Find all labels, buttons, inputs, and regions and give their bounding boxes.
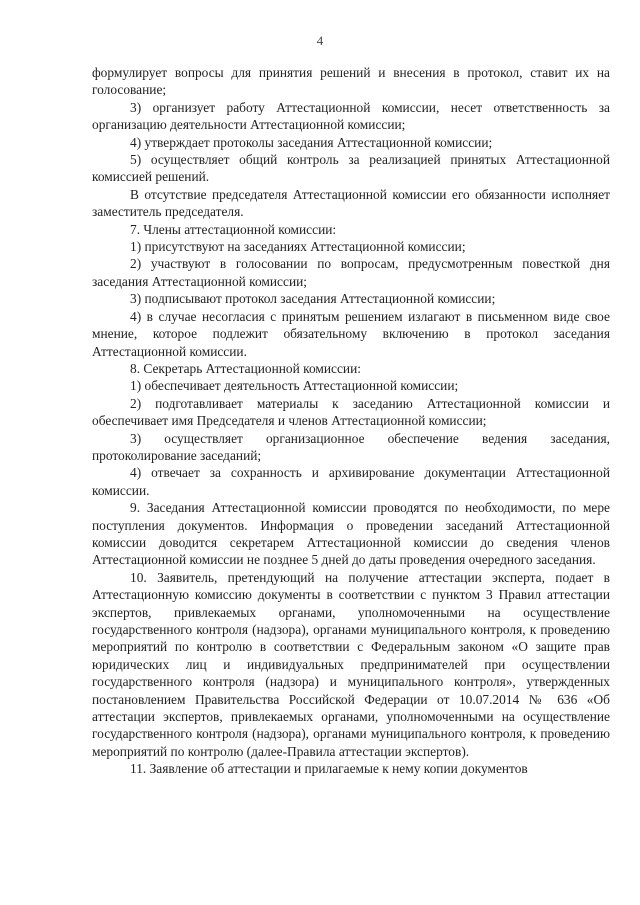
paragraph-application: 11. Заявление об аттестации и прилагаемые к нему копии документов <box>130 761 528 777</box>
paragraph-members-duty-4: 4) в случае несогласия с принятым решением излагают в письменном виде свое мнение, которое подлежит обязательному включению в протокол заседания Аттестационной комиссии. <box>92 308 610 359</box>
document-body <box>92 64 610 778</box>
paragraph-deputy-chair: В отсутствие председателя Аттестационной комиссии его обязанности исполняет заместитель председателя. <box>92 186 610 220</box>
paragraph-secretary-duty-3: 3) осуществляет организационное обеспечение ведения заседания, протоколирование заседаний; <box>92 430 610 463</box>
paragraph-secretary-duty-1: 1) обеспечивает деятельность Аттестационной комиссии; <box>130 378 459 394</box>
paragraph-secretary-duty-2: 2) подготавливает материалы к заседанию Аттестационной комиссии и обеспечивает имя Председателя и членов Аттестационной комиссии; <box>92 395 610 429</box>
page-number: 4 <box>316 33 324 48</box>
paragraph-applicant-documents: 10. Заявитель, претендующий на получение аттестации эксперта, подает в Аттестационную комиссию документы в соответствии с пунктом 3 Правил аттестации экспертов, привлекаемых органами, уполномоченными на осуществление государственного контроля (надзора), органами муниципального контроля, к проведению мероприятий по контролю в соответствии с Федеральным законом «О защите прав юридических лиц и индивидуальных предпринимателей при осуществлении государственного контроля (надзора) и муниципального контроля», утвержденных постановлением Правительства Российской Федерации от 10.07.2014 № 636 «Об аттестации экспертов, привлекаемых органами, уполномоченными на осуществление государственного контроля (надзора), органами муниципального контроля, к проведению мероприятий по контролю (далее-Правила аттестации экспертов). <box>92 569 610 759</box>
paragraph-members-duty-2: 2) участвуют в голосовании по вопросам, предусмотренным повесткой дня заседания Аттестационной комиссии; <box>92 256 610 289</box>
paragraph-secretary-heading: 8. Секретарь Аттестационной комиссии: <box>130 360 361 376</box>
paragraph-meetings: 9. Заседания Аттестационной комиссии проводятся по необходимости, по мере поступления документов. Информация о проведении заседаний Аттестационной комиссии доводится секретарем Аттестационной комиссии до сведения членов Аттестационной комиссии не позднее 5 дней до даты проведения очередного заседания. <box>92 500 610 568</box>
paragraph-chair-duty-5: 5) осуществляет общий контроль за реализацией принятых Аттестационной комиссией решений. <box>92 152 610 185</box>
paragraph-continuation: формулирует вопросы для принятия решений и внесения в протокол, ставит их на голосование; <box>92 65 610 98</box>
paragraph-secretary-duty-4: 4) отвечает за сохранность и архивирование документации Аттестационной комиссии. <box>92 465 610 498</box>
paragraph-members-duty-3: 3) подписывают протокол заседания Аттестационной комиссии; <box>130 291 496 307</box>
paragraph-chair-duty-3: 3) организует работу Аттестационной комиссии, несет ответственность за организацию деятельности Аттестационной комиссии; <box>92 99 610 133</box>
paragraph-members-duty-1: 1) присутствуют на заседаниях Аттестационной комиссии; <box>130 239 466 255</box>
paragraph-chair-duty-4: 4) утверждает протоколы заседания Аттестационной комиссии; <box>130 134 493 150</box>
paragraph-members-heading: 7. Члены аттестационной комиссии: <box>130 221 337 237</box>
